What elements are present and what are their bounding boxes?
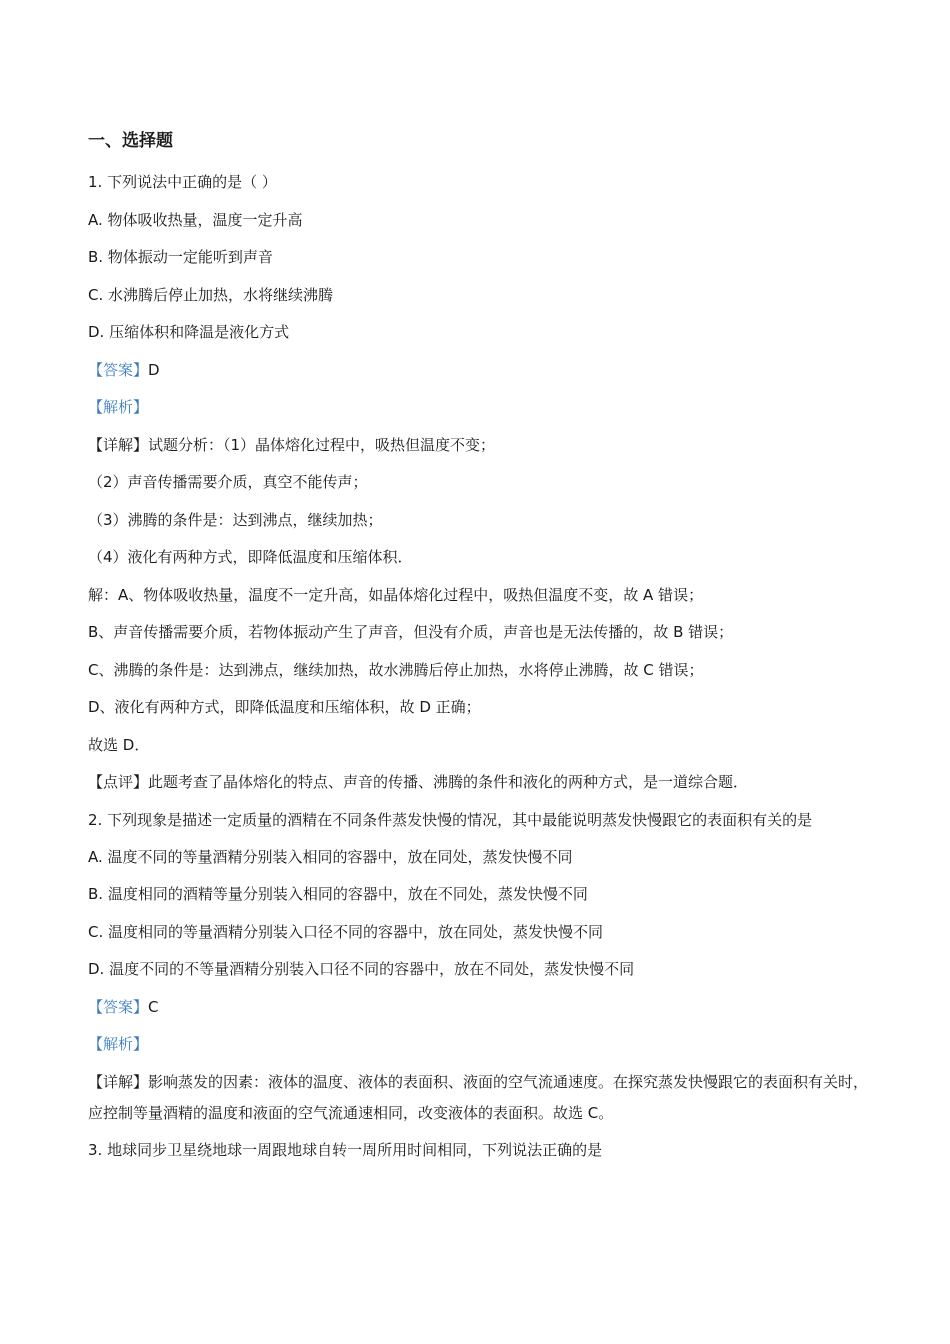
q1-detail-line: 故选 D．	[88, 735, 150, 754]
q2-analysis-tag: 【解析】	[88, 1035, 149, 1053]
q2-option-d: D. 温度不同的不等量酒精分别装入口径不同的容器中，放在不同处，蒸发快慢不同	[88, 960, 635, 978]
q1-analysis-tag: 【解析】	[88, 398, 149, 416]
answer-tag: 【答案】	[88, 360, 149, 379]
document-page	[88, 128, 868, 1169]
q2-stem: 2. 下列现象是描述一定质量的酒精在不同条件蒸发快慢的情况，其中最能说明蒸发快慢跟它的表面积有关的是	[88, 810, 813, 829]
q1-detail-line: 【详解】试题分析：（1）晶体熔化过程中，吸热但温度不变；	[88, 435, 496, 454]
answer-value: C	[148, 997, 159, 1016]
q2-option-c: C. 温度相同的等量酒精分别装入口径不同的容器中，放在同处，蒸发快慢不同	[88, 922, 604, 941]
q1-option-d: D. 压缩体积和降温是液化方式	[88, 323, 290, 341]
section-title: 一、选择题	[88, 131, 173, 151]
q1-detail-line: （2）声音传播需要介质，真空不能传声；	[88, 473, 368, 491]
answer-value: D	[148, 360, 160, 379]
q2-detail: 【详解】影响蒸发的因素：液体的温度、液体的表面积、液面的空气流通速度。在探究蒸发快慢跟它的表面积有关时，应控制等量酒精的温度和液面的空气流通速相同，改变液体的表面积。故选 C。	[88, 1072, 869, 1122]
q3-stem: 3. 地球同步卫星绕地球一周跟地球自转一周所用时间相同，下列说法正确的是	[88, 1140, 603, 1159]
q2-answer	[88, 989, 868, 1027]
q1-detail-line: （3）沸腾的条件是：达到沸点，继续加热；	[88, 510, 383, 529]
q1-detail-line: C、沸腾的条件是：达到沸点，继续加热，故水沸腾后停止加热，水将停止沸腾，故 C 错误；	[88, 660, 704, 679]
q1-detail-line: D、液化有两种方式，即降低温度和压缩体积，故 D 正确；	[88, 698, 481, 716]
q1-detail-line: （4）液化有两种方式，即降低温度和压缩体积．	[88, 548, 413, 566]
q2-option-a: A. 温度不同的等量酒精分别装入相同的容器中，放在同处，蒸发快慢不同	[88, 847, 573, 866]
q1-option-a: A. 物体吸收热量，温度一定升高	[88, 210, 303, 229]
q1-detail-line: B、声音传播需要介质，若物体振动产生了声音，但没有介质，声音也是无法传播的，故 B 错误；	[88, 623, 734, 641]
q1-comment: 【点评】此题考查了晶体熔化的特点、声音的传播、沸腾的条件和液化的两种方式，是一道综合题．	[88, 773, 749, 791]
q1-detail-line: 解：A、物体吸收热量，温度不一定升高，如晶体熔化过程中，吸热但温度不变，故 A 错误；	[88, 585, 704, 604]
q1-answer	[88, 352, 868, 390]
q1-option-b: B. 物体振动一定能听到声音	[88, 248, 273, 266]
q1-option-c: C. 水沸腾后停止加热，水将继续沸腾	[88, 285, 334, 304]
answer-tag: 【答案】	[88, 997, 149, 1016]
q2-option-b: B. 温度相同的酒精等量分别装入相同的容器中，放在不同处，蒸发快慢不同	[88, 885, 588, 903]
q1-stem: 1. 下列说法中正确的是（ ）	[88, 173, 277, 191]
